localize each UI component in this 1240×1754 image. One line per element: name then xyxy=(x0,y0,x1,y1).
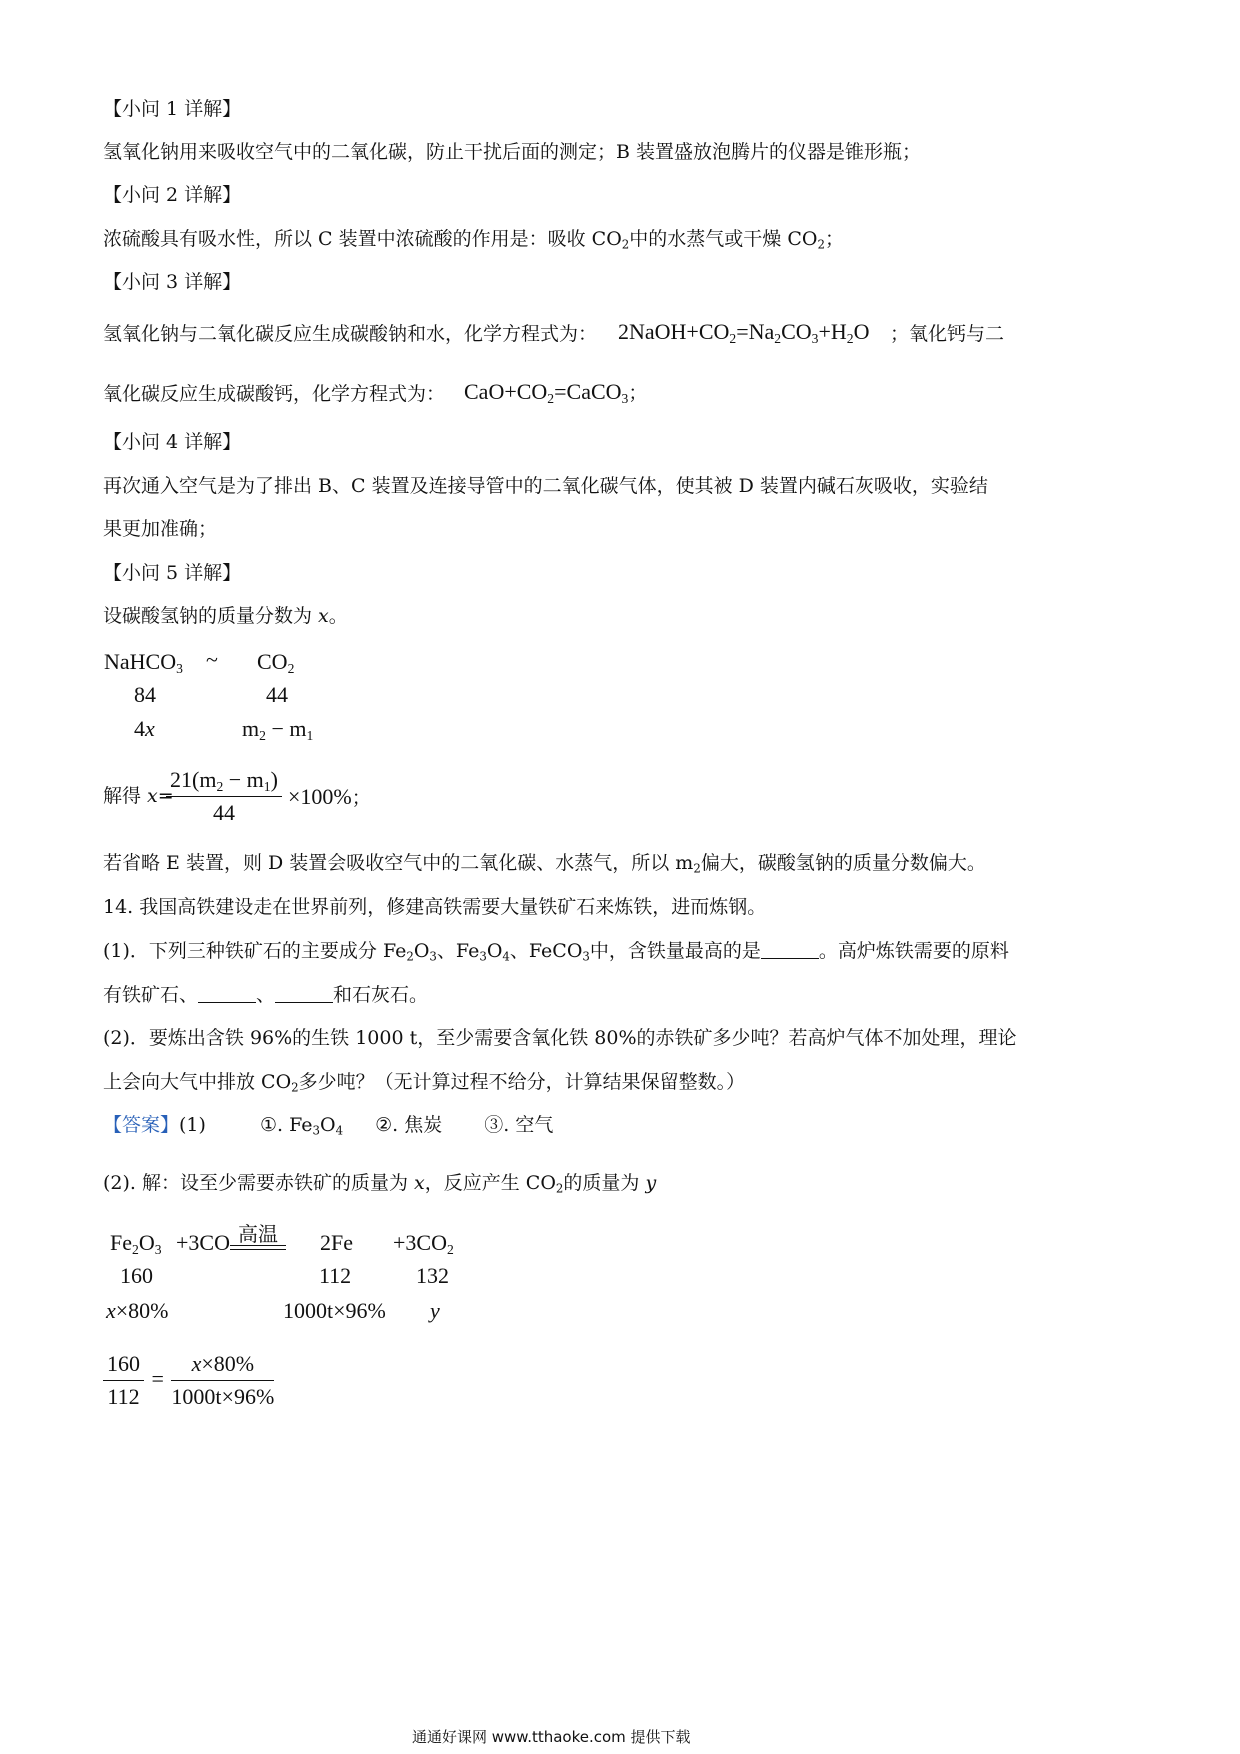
q3-line2: 氧化碳反应生成碳酸钙，化学方程式为： xyxy=(103,383,446,405)
q5-fraction: $\frac{21(m_2 - m_1)}{44}$ xyxy=(166,766,282,827)
q5-percent: ×100%； xyxy=(288,784,371,809)
q4-line1: 再次通入空气是为了排出 B、C 装置及连接导管中的二氧化碳气体，使其被 D 装置内碱石灰吸收，实验结 xyxy=(103,475,988,497)
q5-table-naHCO3: NaHCO$_3$ xyxy=(104,649,183,676)
q2-body: 浓硫酸具有吸水性，所以 C 装置中浓硫酸的作用是：吸收 $CO_2$中的水蒸气或干燥 $CO_2$； xyxy=(103,228,844,252)
given-x80: x×80% xyxy=(106,1298,169,1323)
given-y: y xyxy=(430,1298,440,1323)
q5-conclusion: 若省略 E 装置，则 D 装置会吸收空气中的二氧化碳、水蒸气，所以 $m_2$偏大，碳酸氢钠的质量分数偏大。 xyxy=(103,852,986,876)
q1-heading: 【小问 1 详解】 xyxy=(103,98,242,120)
q5-table-44: 44 xyxy=(266,682,288,707)
mass-112: 112 xyxy=(319,1263,352,1288)
p14-stem: 14. 我国高铁建设走在世界前列，修建高铁需要大量铁矿石来炼铁，进而炼钢。 xyxy=(103,896,767,918)
blank-2[interactable] xyxy=(198,984,256,1003)
q5-heading: 【小问 5 详解】 xyxy=(103,562,242,584)
q5-table-m2-m1: $m_2 - m_1$ xyxy=(242,716,314,743)
p14-part2-line2: 上会向大气中排放 $CO_2$多少吨？（无计算过程不给分，计算结果保留整数。） xyxy=(103,1071,746,1095)
q5-solve: 解得 x= xyxy=(103,785,174,807)
q3-line1: 氢氧化钠与二氧化碳反应生成碳酸钠和水，化学方程式为： xyxy=(103,323,598,345)
given-1000t: 1000t×96% xyxy=(283,1298,386,1323)
q5-table-co2: $CO_2$ xyxy=(257,649,295,676)
blank-1[interactable] xyxy=(761,940,819,959)
answer-key: 【答案】 xyxy=(103,1114,180,1136)
q5-intro: 设碳酸氢钠的质量分数为 x。 xyxy=(103,605,348,627)
mass-132: 132 xyxy=(416,1263,449,1288)
p14-part1-line2: 有铁矿石、 、 和石灰石。 xyxy=(103,984,429,1006)
p14-part2-line1: (2)．要炼出含铁 96%的生铁 1000 t，至少需要含氧化铁 80%的赤铁矿多少吨？若高炉气体不加处理，理论 xyxy=(103,1027,1017,1049)
reaction-condition: 高温 xyxy=(230,1245,286,1250)
q5-table-tilde: ~ xyxy=(206,647,218,672)
equation-naoh-co2: $2NaOH+CO_2=Na_2CO_3+H_2O$ xyxy=(618,319,870,346)
rxn-fe2o3: $Fe_2O_3$ xyxy=(110,1230,162,1257)
q4-heading: 【小问 4 详解】 xyxy=(103,431,242,453)
ratio-equation: $\frac{160}{112}$ = $\frac{x\times 80\%}{1000t\times 96\%}$ xyxy=(103,1350,274,1411)
q4-line2: 果更加准确； xyxy=(103,518,218,540)
q2-heading: 【小问 2 详解】 xyxy=(103,184,242,206)
blank-3[interactable] xyxy=(275,984,333,1003)
footer-watermark: 通通好课网 www.tthaoke.com 提供下载 xyxy=(412,1728,691,1746)
solution-intro: (2). 解：设至少需要赤铁矿的质量为 x，反应产生 $CO_2$的质量为 y xyxy=(103,1172,657,1196)
rxn-co2: $+3CO_2$ xyxy=(393,1230,454,1257)
q5-table-4x: 4x xyxy=(134,716,155,741)
equation-cao-co2: $CaO+CO_2=CaCO_3$； xyxy=(464,379,648,406)
mass-160: 160 xyxy=(120,1263,153,1288)
rxn-co: +3CO 高温 xyxy=(176,1229,286,1257)
q3-line1-end: ；氧化钙与二 xyxy=(890,323,1005,345)
q3-heading: 【小问 3 详解】 xyxy=(103,271,242,293)
rxn-fe: 2Fe xyxy=(320,1230,353,1255)
q5-table-84: 84 xyxy=(134,682,156,707)
q1-body: 氢氧化钠用来吸收空气中的二氧化碳，防止干扰后面的测定；B 装置盛放泡腾片的仪器是锥形瓶； xyxy=(103,141,922,163)
answer-line: 【答案】(1) ①. $Fe_3O_4$ ②. 焦炭 ③. 空气 xyxy=(103,1114,554,1138)
p14-part1-line1: (1)．下列三种铁矿石的主要成分 $Fe_2O_3$、$Fe_3O_4$、FeCO$_3$中，含铁量最高的是 。高炉炼铁需要的原料 xyxy=(103,940,1009,964)
